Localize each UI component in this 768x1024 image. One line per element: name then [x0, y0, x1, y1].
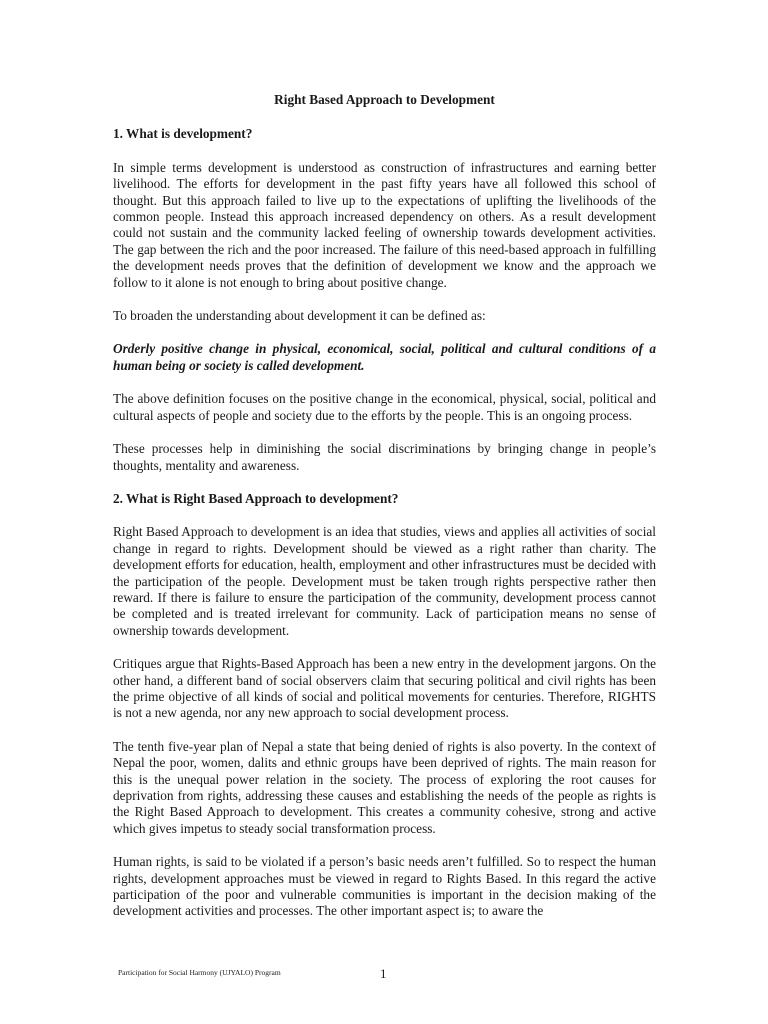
page-number: 1: [380, 966, 387, 981]
paragraph: The above definition focuses on the positive change in the economical, physical, social, political and cultural aspects of people and society due to the efforts by the people. This is an ongoing process.: [113, 391, 656, 423]
page-footer: [118, 966, 658, 986]
paragraph: Critiques argue that Rights-Based Approach has been a new entry in the development jargons. On the other hand, a different band of social observers claim that securing political and civil rights has been the prime objective of all kinds of social and political movements for centuries. Therefore, RIGHTS is not a new agenda, nor any new approach to social development process.: [113, 656, 656, 721]
paragraph: The tenth five-year plan of Nepal a state that being denied of rights is also poverty. In the context of Nepal the poor, women, dalits and ethnic groups have been deprived of rights. The main reason for this is the unequal power relation in the society. The process of exploring the root causes for deprivation from rights, addressing these causes and establishing the needs of the people as rights is the Right Based Approach to development. This creates a community cohesive, strong and active which gives impetus to steady social transformation process.: [113, 738, 656, 836]
paragraph: These processes help in diminishing the social discriminations by bringing change in people’s thoughts, mentality and awareness.: [113, 441, 656, 473]
paragraph: To broaden the understanding about development it can be defined as:: [113, 308, 486, 324]
document-body: [113, 92, 656, 937]
document-title: Right Based Approach to Development: [274, 92, 495, 107]
development-definition: Orderly positive change in physical, economical, social, political and cultural conditions of a human being or society is called development.: [113, 341, 656, 373]
paragraph: Right Based Approach to development is an idea that studies, views and applies all activities of social change in regard to rights. Development should be viewed as a right rather than charity. The development efforts for education, health, employment and other infrastructures must be decided with the participation of the people. Development must be taken trough rights perspective rather then reward. If there is failure to ensure the participation of the community, development process cannot be completed and is treated irrelevant for community. Lack of participation means no sense of ownership towards development.: [113, 524, 656, 638]
section-heading-right-based-approach: 2. What is Right Based Approach to development?: [113, 490, 399, 506]
footer-program-name: Participation for Social Harmony (UJYALO) Program: [118, 968, 281, 977]
paragraph: Human rights, is said to be violated if a person’s basic needs aren’t fulfilled. So to respect the human rights, development approaches must be viewed in regard to Rights Based. In this regard the active participation of the poor and vulnerable communities is important in the decision making of the development activities and processes. The other important aspect is; to aware the: [113, 854, 656, 919]
paragraph: In simple terms development is understood as construction of infrastructures and earning better livelihood. The efforts for development in the past fifty years have all followed this school of thought. But this approach failed to live up to the expectations of uplifting the livelihoods of the common people. Instead this approach increased dependency on others. As a result development could not sustain and the community lacked feeling of ownership towards development activities. The gap between the rich and the poor increased. The failure of this need-based approach in fulfilling the development needs proves that the definition of development we know and the approach we follow to it alone is not enough to bring about positive change.: [113, 159, 656, 290]
section-heading-what-is-development: 1. What is development?: [113, 126, 253, 142]
